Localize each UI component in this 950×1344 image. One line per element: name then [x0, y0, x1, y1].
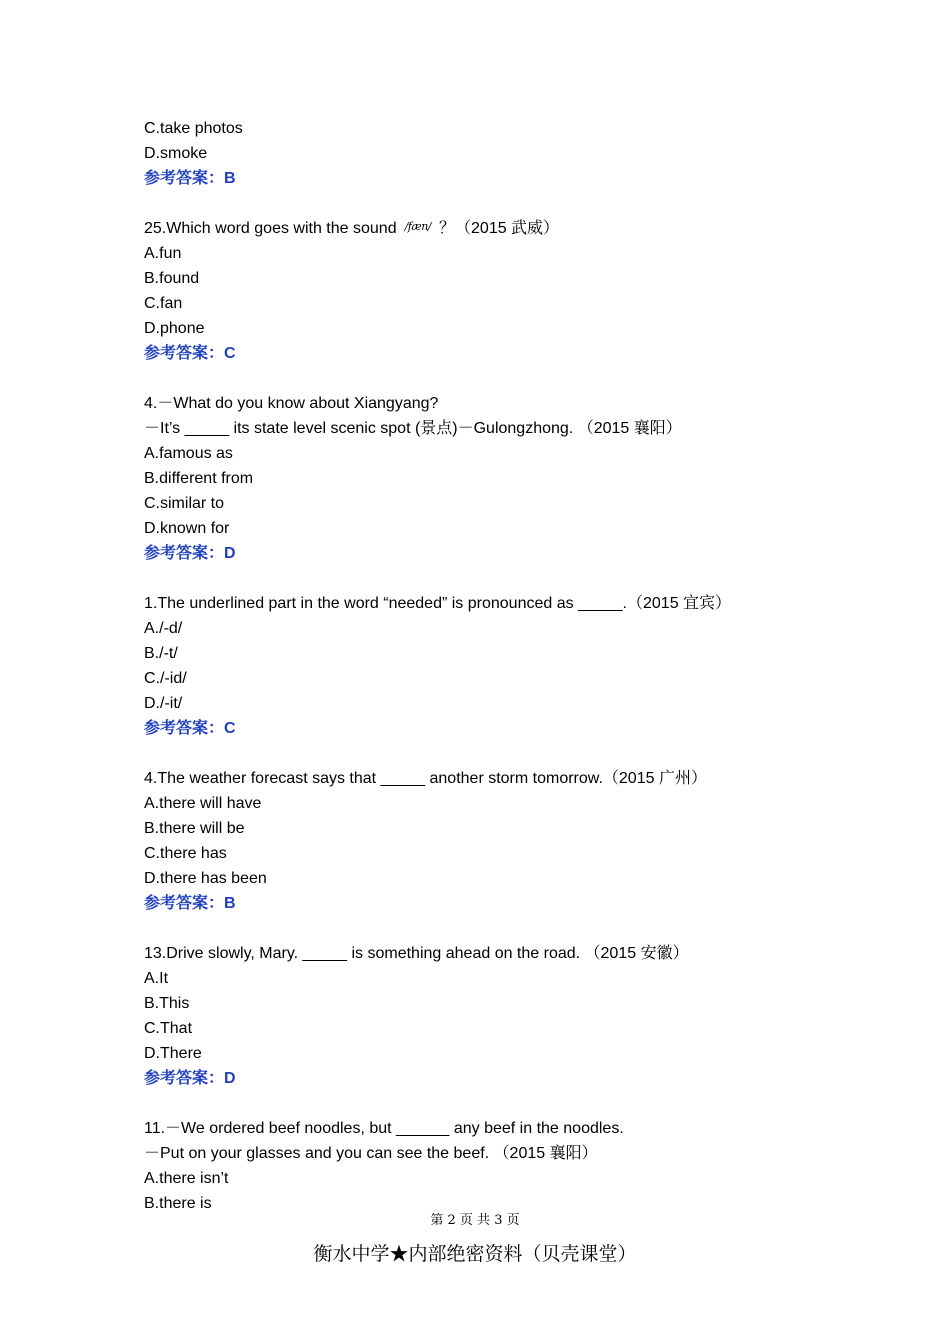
reference-answer: 参考答案：C: [144, 720, 236, 737]
question-block: [144, 1116, 824, 1216]
option: A.there will have: [144, 795, 262, 812]
question-block: [144, 941, 824, 1091]
option: B.found: [144, 270, 200, 287]
option: C.there has: [144, 845, 227, 862]
question-stem: －Put on your glasses and you can see the beef. （2015 襄阳）: [144, 1145, 598, 1162]
question-stem: 4.－What do you know about Xiangyang?: [144, 395, 439, 412]
question-block: [144, 766, 824, 916]
spacer: [144, 366, 824, 391]
option: D./-it/: [144, 695, 183, 712]
option: B.This: [144, 995, 190, 1012]
question-stem-suffix: ？（2015 武威）: [439, 220, 560, 237]
page-number: 第 2 页 共 3 页: [430, 1213, 520, 1228]
option: C.take photos: [144, 120, 243, 137]
reference-answer: 参考答案：C: [144, 345, 236, 362]
option: B.different from: [144, 470, 254, 487]
question-stem-prefix: 25.Which word goes with the sound: [144, 220, 397, 237]
spacer: [144, 191, 824, 216]
option: C.That: [144, 1020, 193, 1037]
question-stem: 13.Drive slowly, Mary. _____ is something ahead on the road. （2015 安徽）: [144, 945, 689, 962]
phonetic-symbol: /fæn/: [404, 220, 432, 233]
option: B.there will be: [144, 820, 245, 837]
question-stem: [144, 216, 824, 241]
option: C.fan: [144, 295, 183, 312]
option: B./-t/: [144, 645, 178, 662]
reference-answer: 参考答案：D: [144, 545, 236, 562]
question-block: [144, 591, 824, 741]
option: D.phone: [144, 320, 205, 337]
reference-answer: 参考答案：B: [144, 895, 236, 912]
reference-answer: 参考答案：D: [144, 1070, 236, 1087]
footer-brand: 衡水中学★内部绝密资料（贝壳课堂）: [313, 1243, 637, 1265]
question-stem: 4.The weather forecast says that _____ another storm tomorrow.（2015 广州）: [144, 770, 707, 787]
question-block: [144, 391, 824, 566]
option: D.there has been: [144, 870, 267, 887]
option: D.There: [144, 1045, 202, 1062]
option: A.there isn’t: [144, 1170, 229, 1187]
spacer: [144, 741, 824, 766]
question-stem: 1.The underlined part in the word “needed” is pronounced as _____.（2015 宜宾）: [144, 595, 732, 612]
option: A.fun: [144, 245, 182, 262]
question-stem: 11.－We ordered beef noodles, but ______ any beef in the noodles.: [144, 1120, 624, 1137]
option: A./-d/: [144, 620, 183, 637]
spacer: [144, 1091, 824, 1116]
option: A.famous as: [144, 445, 233, 462]
option: C.similar to: [144, 495, 225, 512]
option: D.known for: [144, 520, 230, 537]
question-list: [144, 116, 824, 1216]
option: B.there is: [144, 1195, 212, 1212]
spacer: [144, 916, 824, 941]
option: A.It: [144, 970, 169, 987]
option: C./-id/: [144, 670, 187, 687]
question-block: [144, 116, 824, 191]
option: D.smoke: [144, 145, 208, 162]
question-block: [144, 216, 824, 366]
question-stem: －It’s _____ its state level scenic spot (景点)－Gulongzhong. （2015 襄阳）: [144, 420, 682, 437]
spacer: [144, 566, 824, 591]
reference-answer: 参考答案：B: [144, 170, 236, 187]
